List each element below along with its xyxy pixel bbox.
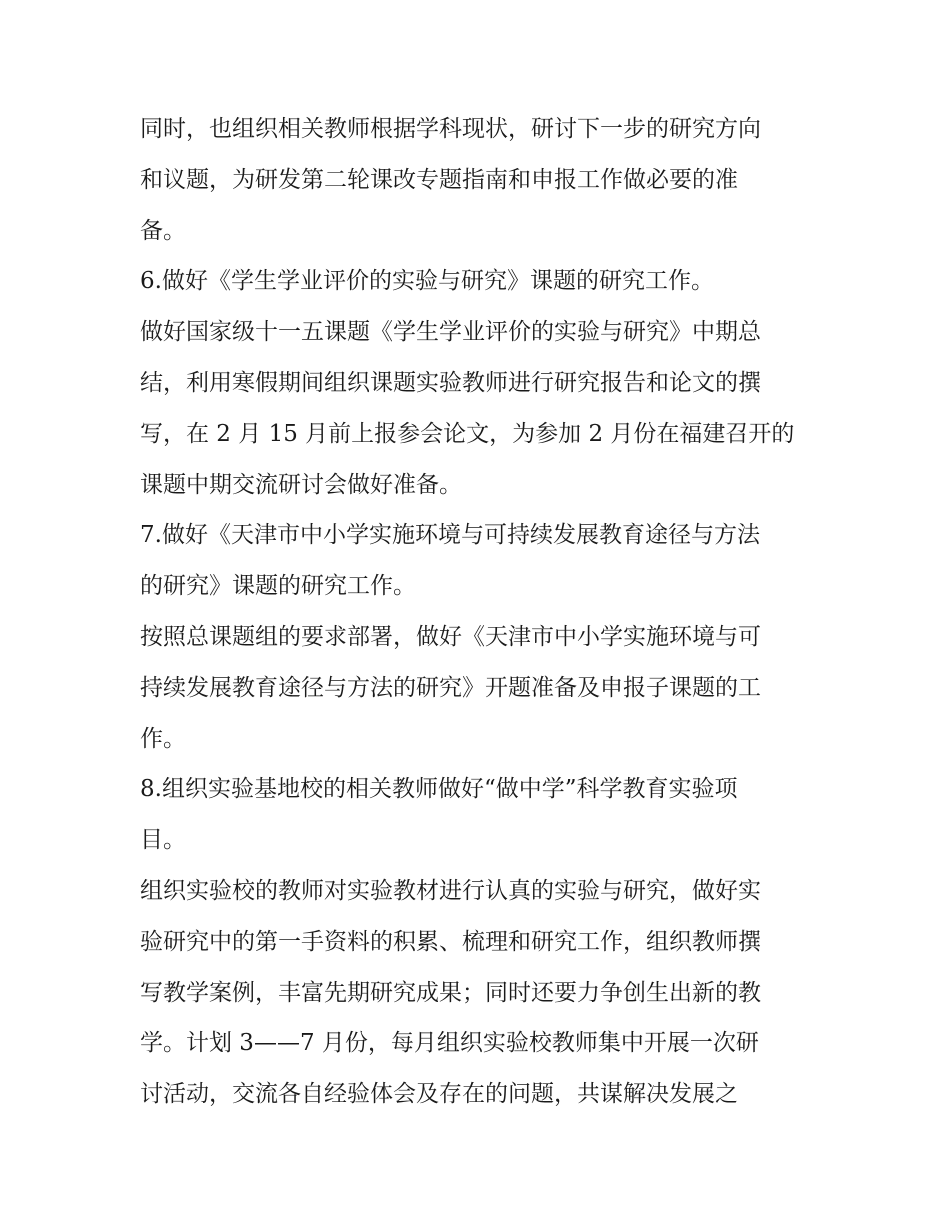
text-line: 讨活动，交流各自经验体会及存在的问题，共谋解决发展之	[140, 1081, 738, 1108]
text-line: 写，在 2 月 15 月前上报参会论文，为参加 2 月份在福建召开的	[140, 420, 795, 447]
section-heading-8: 8.组织实验基地校的相关教师做好“做中学”科学教育实验项	[140, 776, 738, 803]
text-line: 结，利用寒假期间组织课题实验教师进行研究报告和论文的撰	[140, 369, 761, 396]
section-heading-8-cont: 目。	[140, 827, 186, 854]
section-heading-7-cont: 的研究》课题的研究工作。	[140, 573, 416, 600]
text-line: 备。	[140, 217, 186, 244]
text-line: 写教学案例，丰富先期研究成果；同时还要力争创生出新的教	[140, 979, 761, 1006]
text-line: 持续发展教育途径与方法的研究》开题准备及申报子课题的工	[140, 674, 761, 701]
document-body	[140, 104, 820, 1120]
text-line: 课题中期交流研讨会做好准备。	[140, 471, 462, 498]
text-line: 学。计划 3——7 月份，每月组织实验校教师集中开展一次研	[140, 1030, 759, 1057]
section-heading-6: 6.做好《学生学业评价的实验与研究》课题的研究工作。	[140, 268, 714, 295]
text-line: 作。	[140, 725, 186, 752]
text-line: 组织实验校的教师对实验教材进行认真的实验与研究，做好实	[140, 877, 761, 904]
text-line: 按照总课题组的要求部署，做好《天津市中小学实施环境与可	[140, 623, 761, 650]
text-line: 和议题，为研发第二轮课改专题指南和申报工作做必要的准	[140, 166, 738, 193]
text-line: 验研究中的第一手资料的积累、梳理和研究工作，组织教师撰	[140, 928, 761, 955]
text-line: 同时，也组织相关教师根据学科现状，研讨下一步的研究方向	[140, 116, 761, 142]
section-heading-7: 7.做好《天津市中小学实施环境与可持续发展教育途径与方法	[140, 522, 760, 549]
text-line: 做好国家级十一五课题《学生学业评价的实验与研究》中期总	[140, 319, 761, 346]
